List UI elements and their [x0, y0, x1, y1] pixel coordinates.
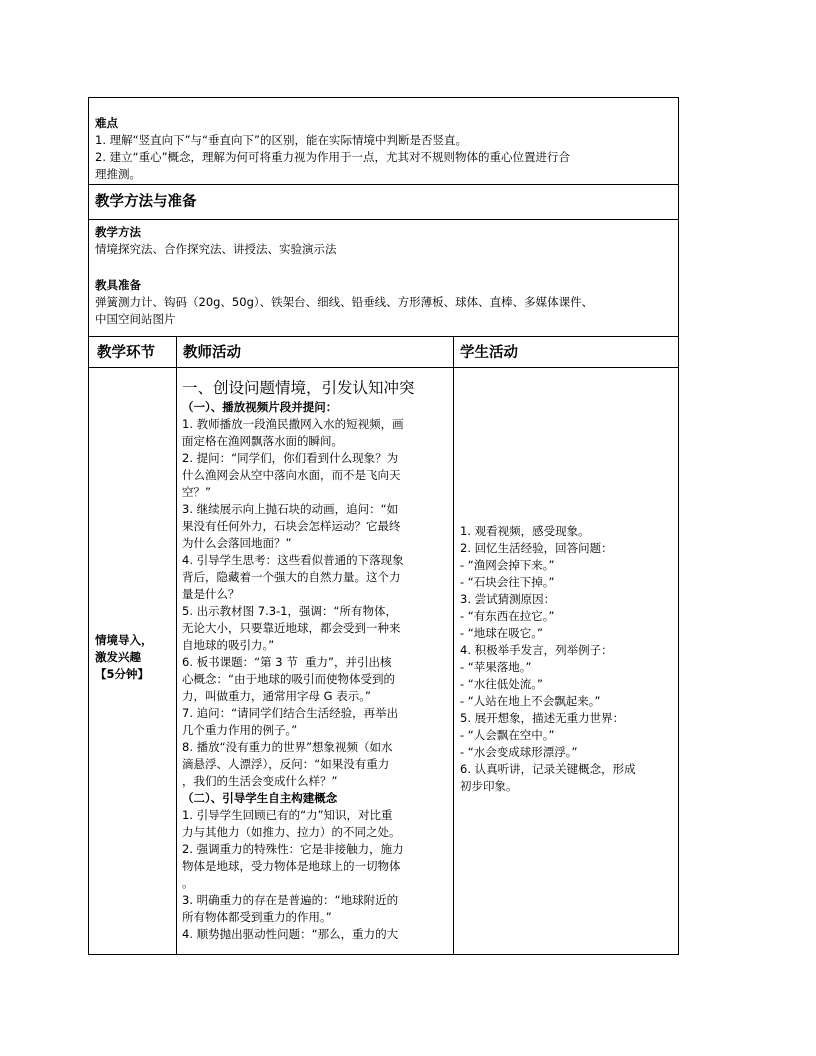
student-line: 1. 观看视频，感受现象。 [460, 524, 590, 538]
teacher-line: 。 [182, 876, 194, 890]
method-text: 情境探究法、合作探究法、讲授法、实验演示法 [95, 242, 337, 256]
teacher-subheading: （二）、引导学生自主构建概念 [182, 791, 338, 805]
teacher-line: 2. 提问：“同学们，你们看到什么现象？为 [182, 451, 399, 465]
difficulty-title: 难点 [95, 116, 118, 130]
tools-line: 中国空间站图片 [95, 312, 176, 326]
teacher-line: 3. 明确重力的存在是普遍的：“地球附近的 [182, 893, 399, 907]
teacher-line: 3. 继续展示向上抛石块的动画，追问：“如 [182, 502, 399, 516]
teacher-line: 6. 板书课题：“第 3 节 重力”，并引出核 [182, 655, 392, 669]
row-divider [89, 367, 678, 368]
column-divider [453, 336, 454, 954]
student-line: - “石块会往下掉。” [460, 575, 555, 589]
teacher-line: 量是什么？ [182, 587, 240, 601]
teacher-line: 1. 引导学生回顾已有的“力”知识，对比重 [182, 808, 393, 822]
student-line: - “人站在地上不会飘起来。” [460, 694, 601, 708]
teacher-line: 2. 强调重力的特殊性：它是非接触力，施力 [182, 842, 404, 856]
student-line: - “人会飘在空中。” [460, 728, 555, 742]
student-line: 4. 积极举手发言，列举例子： [460, 643, 613, 657]
student-line: - “苹果落地。” [460, 660, 532, 674]
difficulty-item: 1. 理解“竖直向下”与“垂直向下”的区别，能在实际情境中判断是否竖直。 [95, 133, 467, 147]
column-header-stage: 教学环节 [97, 345, 155, 361]
teacher-line: 果没有任何外力，石块会怎样运动？它最终 [182, 519, 401, 533]
methods-section [95, 224, 675, 328]
student-line: - “渔网会掉下来。” [460, 558, 555, 572]
teacher-line: 空？” [182, 485, 211, 499]
student-line: 5. 展开想象，描述无重力世界： [460, 711, 625, 725]
teacher-line: 物体是地球，受力物体是地球上的一切物体 [182, 859, 401, 873]
tools-title: 教具准备 [95, 278, 141, 292]
column-divider [176, 336, 177, 954]
teacher-line: 8. 播放“没有重力的世界”想象视频（如水 [182, 740, 393, 754]
student-line: 3. 尝试猜测原因： [460, 592, 556, 606]
student-line: - “有东西在拉它。” [460, 609, 555, 623]
teacher-line: 4. 顺势抛出驱动性问题：“那么，重力的大 [182, 927, 399, 941]
teacher-line: 什么渔网会从空中落向水面，而不是飞向天 [182, 468, 401, 482]
tools-line: 弹簧测力计、钩码（20g、50g）、铁架台、细线、铅垂线、方形薄板、球体、直棒、多媒体课件、 [95, 295, 594, 309]
student-line: - “地球在吸它。” [460, 626, 543, 640]
row-divider [89, 184, 678, 185]
row-divider [89, 219, 678, 220]
difficulty-item: 理推测。 [95, 167, 141, 181]
teacher-line: 4. 引导学生思考：这些看似普通的下落现象 [182, 553, 404, 567]
method-title: 教学方法 [95, 225, 141, 239]
difficulty-item: 2. 建立“重心”概念，理解为何可将重力视为作用于一点，尤其对不规则物体的重心位置进行合 [95, 150, 571, 164]
row-divider [89, 336, 678, 337]
teacher-line: 自地球的吸引力。” [182, 638, 275, 652]
teacher-line: 心概念：“由于地球的吸引而使物体受到的 [182, 672, 395, 686]
teacher-activity-title: 一、创设问题情境，引发认知冲突 [182, 379, 415, 397]
student-line: - “水往低处流。” [460, 677, 543, 691]
lesson-plan-table [88, 97, 679, 955]
teacher-line: 1. 教师播放一段渔民撒网入水的短视频，画 [182, 417, 404, 431]
teacher-subheading: （一）、播放视频片段并提问： [182, 400, 338, 414]
teacher-line: 无论大小，只要靠近地球，都会受到一种来 [182, 621, 401, 635]
stage-label: 情境导入， 激发兴趣 【5分钟】 [95, 633, 153, 681]
teacher-line: 7. 追问：“请同学们结合生活经验，再举出 [182, 706, 399, 720]
column-header-student: 学生活动 [460, 345, 518, 361]
teacher-line: 几个重力作用的例子。” [182, 723, 298, 737]
student-line: 初步印象。 [460, 779, 518, 793]
difficulty-section [95, 115, 675, 183]
student-activity [460, 523, 674, 795]
teacher-line: 面定格在渔网飘落水面的瞬间。 [182, 434, 343, 448]
teacher-line: 所有物体都受到重力的作用。” [182, 910, 332, 924]
column-header-teacher: 教师活动 [183, 345, 241, 361]
teacher-line: 滴悬浮、人漂浮），反问：“如果没有重力 [182, 757, 390, 771]
teacher-line: 背后，隐藏着一个强大的自然力量。这个力 [182, 570, 401, 584]
student-line: - “水会变成球形漂浮。” [460, 745, 578, 759]
teacher-line: 5. 出示教材图 7.3-1，强调：“所有物体， [182, 604, 397, 618]
teacher-line: 力与其他力（如推力、拉力）的不同之处。 [182, 825, 401, 839]
teacher-line: 为什么会落回地面？” [182, 536, 292, 550]
student-line: 6. 认真听讲，记录关键概念，形成 [460, 762, 636, 776]
student-line: 2. 回忆生活经验，回答问题： [460, 541, 613, 555]
methods-section-title: 教学方法与准备 [95, 194, 197, 210]
teacher-line: 力，叫做重力，通常用字母 G 表示。” [182, 689, 371, 703]
teacher-activity [182, 377, 450, 943]
teacher-line: ，我们的生活会变成什么样？” [182, 774, 338, 788]
